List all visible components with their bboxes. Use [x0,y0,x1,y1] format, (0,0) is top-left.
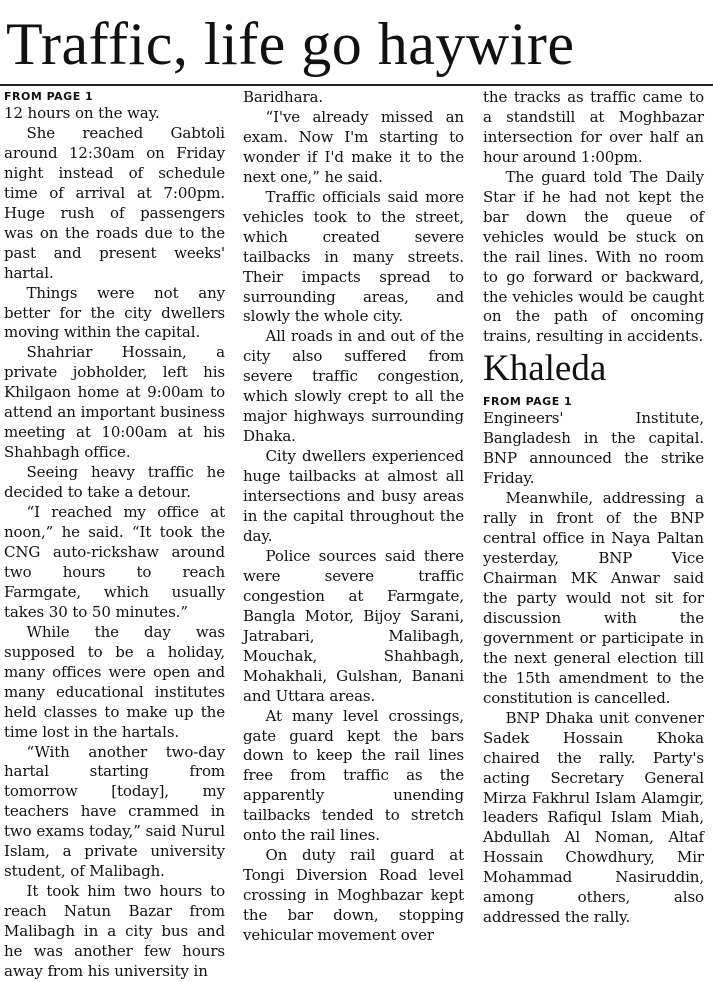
article-column-1 [4,88,225,980]
article-column-3 [483,88,704,954]
paragraph: At many level crossings, gate guard kept the bars down to keep the rail lines free from traffic as the apparently unending tailbacks tended to stretch onto the rail lines. [243,706,464,845]
paragraph: Traffic officials said more vehicles took to the street, which created severe tailbacks in many streets. Their impacts spread to surrounding areas, and slowly the whole city. [243,187,464,326]
paragraph: “With another two-day hartal starting from tomorrow [today], my teachers have crammed in two exams today,” said Nurul Islam, a private university student, of Malibagh. [4,742,225,881]
paragraph: “I've already missed an exam. Now I'm starting to wonder if I'd make it to the next one,” he said. [243,107,464,186]
paragraph: She reached Gabtoli around 12:30am on Friday night instead of schedule time of arrival at 7:00pm. Huge rush of passengers was on the roads due to the past and present weeks' hartal. [4,123,225,282]
paragraph: Things were not any better for the city dwellers moving within the capital. [4,283,225,342]
paragraph: It took him two hours to reach Natun Bazar from Malibagh in a city bus and he was another few hours away from his university in [4,882,225,980]
headline-rule [0,84,713,86]
paragraph: Police sources said there were severe traffic congestion at Farmgate, Bangla Motor, Bijoy Sarani, Jatrabari, Malibagh, Mouchak, Shahbagh, Mohakhali, Gulshan, Banani and Uttara areas. [243,546,464,705]
paragraph: the tracks as traffic came to a standstill at Moghbazar intersection for over half an hour around 1:00pm. [483,88,704,166]
paragraph: Seeing heavy traffic he decided to take a detour. [4,463,225,502]
paragraph: City dwellers experienced huge tailbacks at almost all intersections and busy areas in the capital throughout the day. [243,447,464,545]
headline: Traffic, life go haywire [6,11,575,77]
paragraph: Meanwhile, addressing a rally in front of the BNP central office in Naya Paltan yesterday, BNP Vice Chairman MK Anwar said the party would not sit for discussion with the government or participate in the next general election till the 15th amendment to the constitution is cancelled. [483,489,704,707]
paragraph: The guard told The Daily Star if he had not kept the bar down the queue of vehicles would be stuck on the rail lines. With no room to go forward or backward, the vehicles would be caught on the path of oncoming trains, resulting in accidents. [483,167,704,346]
paragraph: All roads in and out of the city also suffered from severe traffic congestion, which slowly crept to all the major highways surrounding Dhaka. [243,327,464,446]
paragraph: 12 hours on the way. [4,104,160,122]
article-column-2 [243,88,464,954]
paragraph: “I reached my office at noon,” he said. “It took the CNG auto-rickshaw around two hours to reach Farmgate, which usually takes 30 to 50 minutes.” [4,503,225,621]
paragraph: On duty rail guard at Tongi Diversion Road level crossing in Moghbazar kept the bar down, stopping vehicular movement over [243,846,464,945]
paragraph: Baridhara. [243,88,324,106]
paragraph: While the day was supposed to be a holiday, many offices were open and many educational institutes held classes to make up the time lost in the hartals. [4,622,225,741]
paragraph: Shahriar Hossain, a private jobholder, left his Khilgaon home at 9:00am to attend an important business meeting at 10:00am at his Shahbagh office. [4,343,225,462]
from-page-tag: FROM PAGE 1 [4,90,94,103]
from-page-tag: FROM PAGE 1 [483,395,573,409]
subhead-khaleda: Khaleda [483,348,607,390]
paragraph: Engineers' Institute, Bangladesh in the capital. BNP announced the strike Friday. [483,409,704,488]
paragraph: BNP Dhaka unit convener Sadek Hossain Khoka chaired the rally. Party's acting Secretary General Mirza Fakhrul Islam Alamgir, leaders Rafiqul Islam Miah, Abdullah Al Noman, Altaf Hossain Chowdhury, Mir Mohammad Nasiruddin, among others, also addressed the rally. [483,708,704,927]
